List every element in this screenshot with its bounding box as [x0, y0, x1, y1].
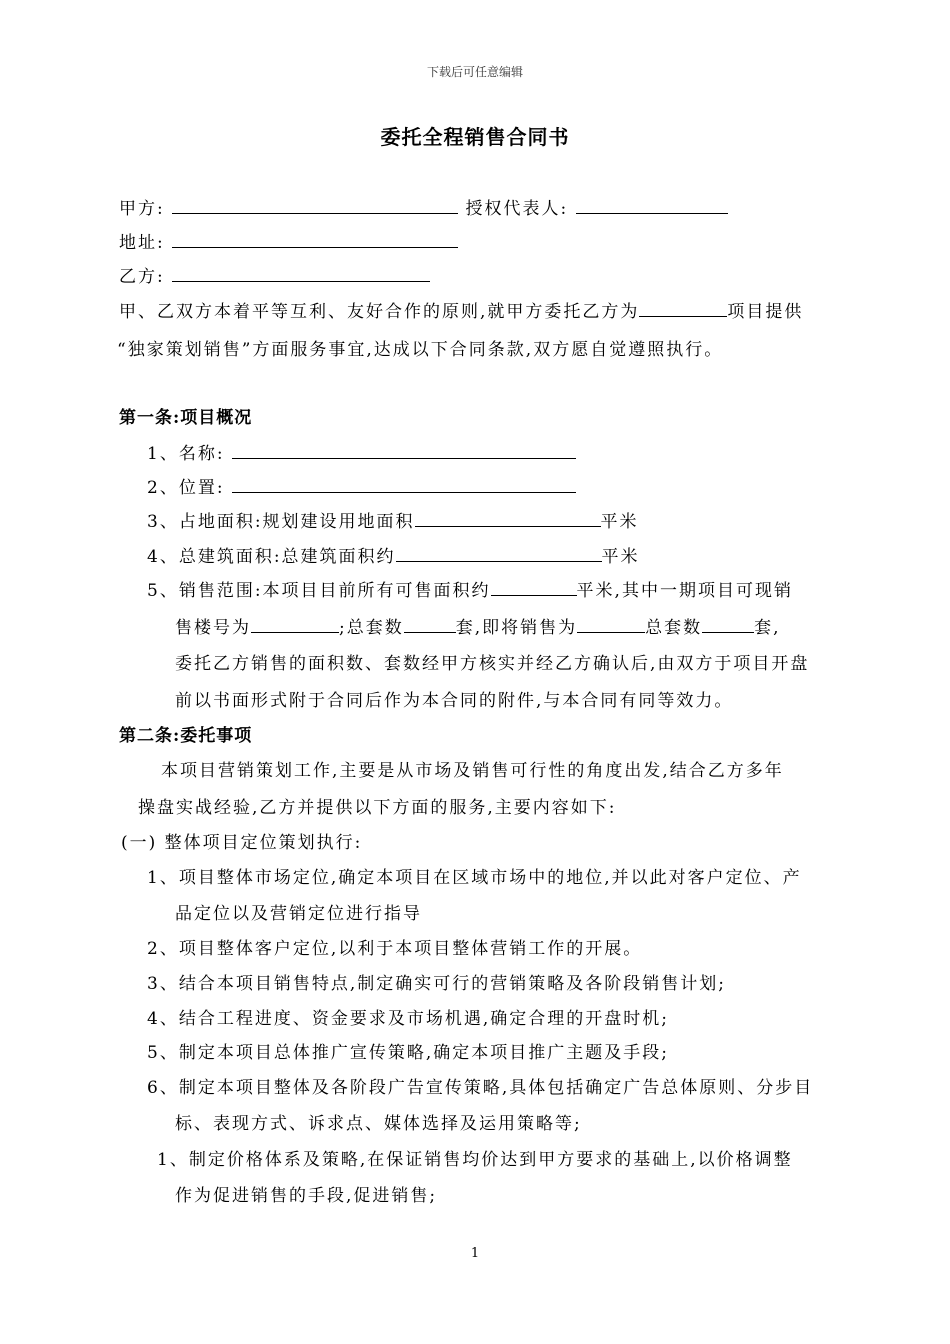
- item-5-c: 售楼号为: [175, 618, 251, 638]
- list-item: 1、制定价格体系及策略,在保证销售均价达到甲方要求的基础上,以价格调整: [157, 1150, 793, 1170]
- party-a-line: [119, 197, 728, 220]
- party-b-line: [119, 265, 430, 288]
- item-5-f: 总套数: [645, 618, 703, 638]
- intro-line-1-pre: 甲、乙双方本着平等互利、友好合作的原则,就甲方委托乙方为: [119, 302, 640, 322]
- location-blank[interactable]: [232, 476, 576, 493]
- list-item: 2、项目整体客户定位,以利于本项目整体营销工作的开展。: [147, 939, 643, 959]
- item-2-label: 2、位置:: [147, 478, 225, 498]
- page-number: 1: [470, 1246, 480, 1261]
- article-2-heading: 第二条:委托事项: [119, 726, 253, 746]
- item-5-g: 套,: [754, 618, 781, 638]
- address-line: [119, 231, 458, 254]
- article-1-item-3: [147, 510, 639, 533]
- list-item: 6、制定本项目整体及各阶段广告宣传策略,具体包括确定广告总体原则、分步目: [147, 1078, 814, 1098]
- to-sell-blank[interactable]: [577, 616, 645, 633]
- item-5-a: 5、销售范围:本项目目前所有可售面积约: [147, 581, 491, 601]
- intro-line-1-post: 项目提供: [727, 302, 804, 322]
- list-item: 5、制定本项目总体推广宣传策略,确定本项目推广主题及手段;: [147, 1043, 669, 1063]
- total-units-blank[interactable]: [404, 616, 456, 633]
- list-item: 3、结合本项目销售特点,制定确实可行的营销策略及各阶段销售计划;: [147, 974, 726, 994]
- article-1-item-5-line-3: 委托乙方销售的面积数、套数经甲方核实并经乙方确认后,由双方于项目开盘: [175, 654, 810, 674]
- article-2-paragraph-line-2: 操盘实战经验,乙方并提供以下方面的服务,主要内容如下:: [138, 798, 617, 818]
- intro-line-1: [119, 300, 803, 323]
- article-1-item-1: [147, 442, 576, 465]
- name-blank[interactable]: [232, 442, 576, 459]
- item-3-post: 平米: [600, 512, 639, 532]
- party-a-label: 甲方:: [119, 199, 165, 219]
- project-name-blank[interactable]: [639, 300, 727, 317]
- address-label: 地址:: [119, 233, 165, 253]
- intro-line-2: “独家策划销售”方面服务事宜,达成以下合同条款,双方愿自觉遵照执行。: [117, 340, 724, 360]
- item-4-pre: 4、总建筑面积:总建筑面积约: [147, 547, 396, 567]
- building-no-blank[interactable]: [251, 616, 339, 633]
- party-a-blank[interactable]: [172, 197, 458, 214]
- saleable-area-blank[interactable]: [491, 579, 577, 596]
- item-5-b: 平米,其中一期项目可现销: [576, 581, 793, 601]
- list-item: 标、表现方式、诉求点、媒体选择及运用策略等;: [175, 1114, 582, 1134]
- building-area-blank[interactable]: [396, 545, 602, 562]
- item-3-pre: 3、占地面积:规划建设用地面积: [147, 512, 415, 532]
- representative-blank[interactable]: [576, 197, 728, 214]
- item-5-d: ;总套数: [339, 618, 404, 638]
- article-1-item-5-line-4: 前以书面形式附于合同后作为本合同的附件,与本合同有同等效力。: [175, 691, 734, 711]
- article-2-paragraph-line-1: 本项目营销策划工作,主要是从市场及销售可行性的角度出发,结合乙方多年: [161, 761, 784, 781]
- representative-label: 授权代表人:: [465, 199, 569, 219]
- party-b-blank[interactable]: [172, 265, 430, 282]
- total-units-2-blank[interactable]: [702, 616, 754, 633]
- item-1-label: 1、名称:: [147, 444, 225, 464]
- article-1-item-4: [147, 545, 640, 568]
- article-1-item-2: [147, 476, 576, 499]
- list-item: 4、结合工程进度、资金要求及市场机遇,确定合理的开盘时机;: [147, 1009, 669, 1029]
- land-area-blank[interactable]: [415, 510, 601, 527]
- address-blank[interactable]: [172, 231, 458, 248]
- item-4-post: 平米: [601, 547, 640, 567]
- article-1-heading: 第一条:项目概况: [119, 408, 253, 428]
- list-item: 1、项目整体市场定位,确定本项目在区域市场中的地位,并以此对客户定位、产: [147, 868, 802, 888]
- article-2-subheading: (一) 整体项目定位策划执行:: [121, 833, 363, 853]
- list-item: 作为促进销售的手段,促进销售;: [175, 1186, 438, 1206]
- item-5-e: 套,即将销售为: [455, 618, 578, 638]
- list-item: 品定位以及营销定位进行指导: [175, 904, 422, 924]
- party-b-label: 乙方:: [119, 267, 165, 287]
- page-header-note: 下载后可任意编辑: [426, 65, 523, 79]
- document-title: 委托全程销售合同书: [380, 125, 570, 149]
- article-1-item-5-line-2: [175, 616, 781, 639]
- article-1-item-5-line-1: [147, 579, 793, 602]
